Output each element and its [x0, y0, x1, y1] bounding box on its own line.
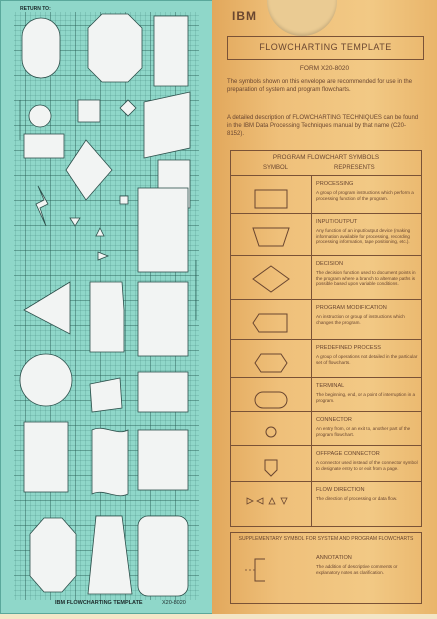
decision-symbol-icon [241, 264, 301, 294]
offpage-connector-symbol-icon [241, 454, 301, 484]
symbol-description: A connector used instead of the connector symbol to designate entry to or exit from a page. [316, 460, 418, 471]
symbol-description: An entry from, or an exit to, another part of the program flowchart. [316, 426, 411, 437]
column-header-represents: REPRESENTS [334, 165, 375, 171]
return-label: RETURN TO: [20, 6, 51, 12]
ibm-logo: IBM [232, 9, 257, 23]
title-box [227, 36, 424, 60]
symbol-description: An instruction or group of instructions which changes the program. [316, 314, 405, 325]
symbol-row [231, 445, 421, 482]
predefined-process-symbol-icon [241, 348, 301, 378]
envelope-title: FLOWCHARTING TEMPLATE [259, 42, 392, 52]
template-name: FLOWCHARTING TEMPLATE [66, 600, 143, 606]
symbol-name: PROCESSING [316, 181, 354, 187]
program-modification-symbol-icon [241, 308, 301, 338]
symbol-row [231, 299, 421, 340]
symbol-description: The direction of processing or data flow. [316, 496, 398, 501]
symbol-row [231, 339, 421, 378]
input-output-symbol-icon [241, 222, 301, 252]
symbol-row [231, 255, 421, 300]
supplementary-title: SUPPLEMENTARY SYMBOL FOR SYSTEM AND PROGRAM FLOWCHARTS [238, 536, 414, 542]
template-graphic [0, 0, 213, 614]
symbol-name: OFFPAGE CONNECTOR [316, 451, 380, 457]
symbol-row [231, 377, 421, 412]
symbol-description: Any function of an input/output device (making information available for processing, recording processing information, tape positioning, etc.). [316, 228, 411, 245]
supplementary-symbols-box [230, 532, 422, 604]
symbol-row [231, 175, 421, 214]
symbol-name: INPUT/OUTPUT [316, 219, 358, 225]
symbol-description: The beginning, end, or a point of interruption in a program. [316, 392, 416, 403]
envelope-form-number: FORM X20-8020 [299, 65, 350, 72]
symbol-name: PROGRAM MODIFICATION [316, 305, 387, 311]
template-brand-label [55, 600, 143, 606]
column-header-symbol: SYMBOL [263, 165, 289, 171]
symbol-description: A group of program instructions which perform a processing function of the program. [316, 190, 414, 201]
manual-reference-text: A detailed description of FLOWCHARTING TECHNIQUES can be found in the IBM Data Processing Techniques manual by that name (C20-8152). [227, 115, 419, 137]
symbol-row [231, 411, 421, 446]
symbol-row [231, 213, 421, 256]
symbol-name: PREDEFINED PROCESS [316, 345, 381, 351]
annotation-description: The addition of descriptive comments or explanatory notes as clarification. [316, 564, 398, 575]
flowchart-template [0, 0, 213, 614]
symbol-name: DECISION [316, 261, 344, 267]
template-brand: IBM [55, 600, 66, 606]
annotation-name: ANNOTATION [316, 555, 352, 561]
symbol-name: FLOW DIRECTION [316, 487, 365, 493]
symbol-row [231, 481, 421, 527]
intro-text: The symbols shown on this envelope are recommended for use in the preparation of system and program flowcharts. [227, 79, 413, 93]
envelope [212, 0, 437, 614]
symbol-name: TERMINAL [316, 383, 345, 389]
template-form-number: X20-8020 [162, 600, 186, 606]
processing-symbol-icon [241, 184, 301, 214]
symbols-table [230, 150, 422, 527]
symbol-name: CONNECTOR [316, 417, 352, 423]
flow-direction-arrows-icon [241, 490, 301, 520]
symbol-description: A group of operations not detailed in the particular set of flowcharts. [316, 354, 418, 365]
symbols-table-title: PROGRAM FLOWCHART SYMBOLS [272, 154, 380, 161]
annotation-symbol-icon [241, 555, 301, 585]
symbol-description: The decision function used to document points in the program where a branch to alternate paths is possible based upon variable conditions. [316, 270, 416, 287]
